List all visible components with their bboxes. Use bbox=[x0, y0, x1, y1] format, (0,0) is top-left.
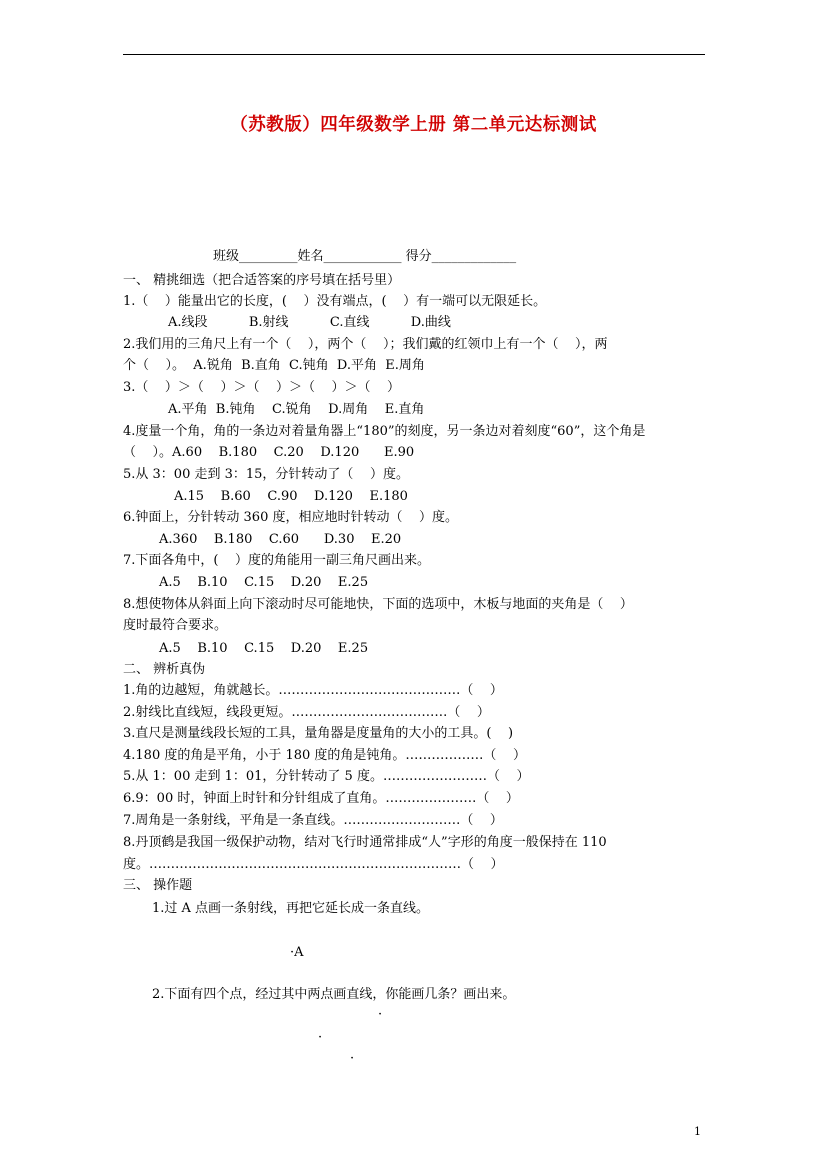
worksheet-line: 6.钟面上，分针转动 360 度，相应地时针转动（ ）度。 bbox=[123, 510, 459, 525]
worksheet-line: 5.从 3：00 走到 3：15，分针转动了（ ）度。 bbox=[123, 467, 409, 482]
worksheet-line: · bbox=[318, 1030, 323, 1045]
worksheet-line: 1.角的边越短，角就越长。……………………………………（ ） bbox=[123, 683, 503, 698]
header-rule bbox=[123, 54, 705, 55]
worksheet-line: 7.周角是一条射线，平角是一条直线。………………………（ ） bbox=[123, 813, 503, 828]
worksheet-line: 5.从 1：00 走到 1：01，分针转动了 5 度。……………………（ ） bbox=[123, 769, 530, 784]
page-number: 1 bbox=[694, 1125, 701, 1138]
worksheet-line: 4.180 度的角是平角，小于 180 度的角是钝角。………………（ ） bbox=[123, 748, 526, 763]
worksheet-line: A.360 B.180 C.60 D.30 E.20 bbox=[159, 532, 402, 547]
worksheet-line: · bbox=[350, 1051, 355, 1066]
worksheet-line: ·A bbox=[290, 945, 304, 960]
page-title: （苏教版）四年级数学上册 第二单元达标测试 bbox=[230, 115, 597, 135]
worksheet-line: 2.下面有四个点，经过其中两点画直线，你能画几条？画出来。 bbox=[152, 987, 516, 1002]
worksheet-line: 3.（ ）＞（ ）＞（ ）＞（ ）＞（ ） bbox=[123, 380, 401, 395]
worksheet-line: A.平角 B.钝角 C.锐角 D.周角 E.直角 bbox=[168, 402, 425, 417]
worksheet-line: 度。………………………………………………………………（ ） bbox=[123, 857, 504, 872]
worksheet-line: 2.我们用的三角尺上有一个（ ），两个（ ）；我们戴的红领巾上有一个（ ），两 bbox=[123, 337, 608, 352]
worksheet-line: 一、 精挑细选（把合适答案的序号填在括号里） bbox=[123, 273, 401, 288]
worksheet-line: 3.直尺是测量线段长短的工具，量角器是度量角的大小的工具。( ) bbox=[123, 726, 514, 741]
worksheet-line: 1.（ ）能量出它的长度，( ）没有端点，( ）有一端可以无限延长。 bbox=[123, 294, 547, 309]
worksheet-line: · bbox=[378, 1007, 383, 1022]
worksheet-line: 7.下面各角中，( ）度的角能用一副三角尺画出来。 bbox=[123, 553, 431, 568]
worksheet-line: A.15 B.60 C.90 D.120 E.180 bbox=[174, 489, 408, 504]
worksheet-line: 8.想使物体从斜面上向下滚动时尽可能地快，下面的选项中，木板与地面的夹角是（ ） bbox=[123, 597, 633, 612]
info-line: 班级_________姓名____________ 得分_____________ bbox=[213, 249, 517, 264]
worksheet-line: A.5 B.10 C.15 D.20 E.25 bbox=[159, 575, 369, 590]
worksheet-line: 度时最符合要求。 bbox=[123, 618, 228, 633]
worksheet-line: A.5 B.10 C.15 D.20 E.25 bbox=[159, 641, 369, 656]
worksheet-line: （ ）。A.60 B.180 C.20 D.120 E.90 bbox=[123, 445, 415, 460]
worksheet-line: 6.9：00 时，钟面上时针和分针组成了直角。…………………（ ） bbox=[123, 791, 519, 806]
worksheet-line: 个（ ）。 A.锐角 B.直角 C.钝角 D.平角 E.周角 bbox=[123, 358, 425, 373]
worksheet-line: 二、 辨析真伪 bbox=[123, 662, 206, 677]
worksheet-line: 8.丹顶鹤是我国一级保护动物，结对飞行时通常排成“人”字形的角度一般保持在 110 bbox=[123, 835, 607, 850]
worksheet-line: 2.射线比直线短，线段更短。………………………………（ ） bbox=[123, 705, 490, 720]
worksheet-line: 三、 操作题 bbox=[123, 878, 193, 893]
worksheet-line: A.线段 B.射线 C.直线 D.曲线 bbox=[168, 315, 451, 330]
worksheet-line: 1.过 A 点画一条射线，再把它延长成一条直线。 bbox=[152, 901, 430, 916]
worksheet-line: 4.度量一个角，角的一条边对着量角器上“180”的刻度，另一条边对着刻度“60”，这个角是 bbox=[123, 424, 646, 439]
